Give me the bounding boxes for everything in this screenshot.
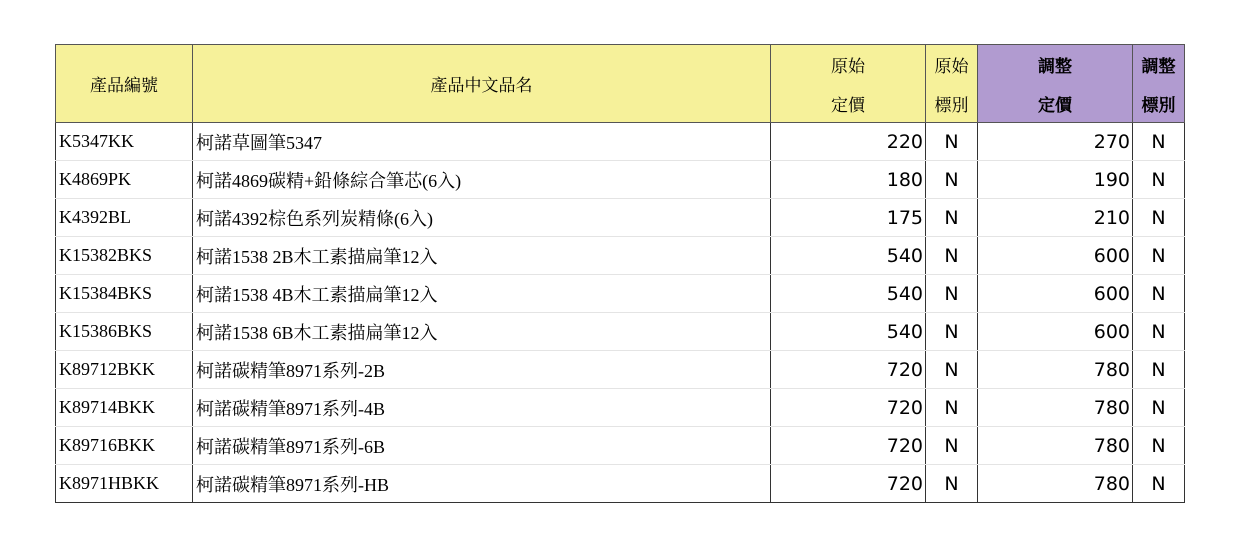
header-name: 產品中文品名	[193, 45, 771, 123]
cell-product-name: 柯諾碳精筆8971系列-4B	[193, 389, 771, 427]
table-row	[56, 161, 1185, 199]
cell-product-name: 柯諾草圖筆5347	[193, 123, 771, 161]
header-orig-price-bottom: 定價	[771, 84, 926, 123]
cell-adjusted-price: 270	[978, 123, 1133, 161]
cell-adjusted-price: 190	[978, 161, 1133, 199]
cell-adjusted-price: 210	[978, 199, 1133, 237]
cell-product-code: K15382BKS	[56, 237, 193, 275]
table-row	[56, 123, 1185, 161]
cell-original-flag: N	[926, 199, 978, 237]
cell-adjusted-flag: N	[1133, 351, 1185, 389]
cell-original-flag: N	[926, 389, 978, 427]
cell-product-code: K15384BKS	[56, 275, 193, 313]
cell-product-code: K89716BKK	[56, 427, 193, 465]
cell-product-name: 柯諾1538 2B木工素描扁筆12入	[193, 237, 771, 275]
cell-adjusted-flag: N	[1133, 123, 1185, 161]
cell-product-code: K4392BL	[56, 199, 193, 237]
table-row	[56, 351, 1185, 389]
cell-product-name: 柯諾1538 6B木工素描扁筆12入	[193, 313, 771, 351]
header-code: 產品編號	[56, 45, 193, 123]
cell-original-price: 720	[771, 465, 926, 503]
cell-original-flag: N	[926, 313, 978, 351]
cell-original-price: 180	[771, 161, 926, 199]
table-row	[56, 313, 1185, 351]
cell-adjusted-price: 780	[978, 351, 1133, 389]
cell-adjusted-flag: N	[1133, 161, 1185, 199]
cell-original-price: 540	[771, 313, 926, 351]
cell-original-flag: N	[926, 275, 978, 313]
cell-original-price: 220	[771, 123, 926, 161]
cell-product-name: 柯諾4392棕色系列炭精條(6入)	[193, 199, 771, 237]
table-row	[56, 237, 1185, 275]
header-orig-flag-top: 原始	[926, 45, 978, 85]
cell-original-price: 720	[771, 427, 926, 465]
header-adj-price-top: 調整	[978, 45, 1133, 85]
cell-adjusted-flag: N	[1133, 237, 1185, 275]
cell-adjusted-flag: N	[1133, 199, 1185, 237]
cell-original-flag: N	[926, 427, 978, 465]
cell-adjusted-price: 600	[978, 237, 1133, 275]
cell-original-price: 175	[771, 199, 926, 237]
cell-product-code: K89714BKK	[56, 389, 193, 427]
table-row	[56, 199, 1185, 237]
cell-adjusted-price: 600	[978, 275, 1133, 313]
price-table	[55, 44, 1185, 503]
cell-original-price: 720	[771, 351, 926, 389]
cell-adjusted-price: 600	[978, 313, 1133, 351]
cell-original-flag: N	[926, 123, 978, 161]
header-orig-flag-bottom: 標別	[926, 84, 978, 123]
table-header	[56, 45, 1185, 123]
cell-product-code: K15386BKS	[56, 313, 193, 351]
cell-product-code: K5347KK	[56, 123, 193, 161]
cell-original-flag: N	[926, 465, 978, 503]
cell-product-name: 柯諾1538 4B木工素描扁筆12入	[193, 275, 771, 313]
cell-original-flag: N	[926, 351, 978, 389]
cell-product-code: K89712BKK	[56, 351, 193, 389]
cell-adjusted-flag: N	[1133, 465, 1185, 503]
cell-original-price: 720	[771, 389, 926, 427]
cell-product-code: K8971HBKK	[56, 465, 193, 503]
cell-product-name: 柯諾碳精筆8971系列-2B	[193, 351, 771, 389]
header-adj-price-bottom: 定價	[978, 84, 1133, 123]
table-body	[56, 123, 1185, 503]
cell-adjusted-flag: N	[1133, 427, 1185, 465]
table-row	[56, 465, 1185, 503]
cell-original-flag: N	[926, 161, 978, 199]
cell-product-name: 柯諾碳精筆8971系列-6B	[193, 427, 771, 465]
cell-adjusted-price: 780	[978, 465, 1133, 503]
header-orig-price-top: 原始	[771, 45, 926, 85]
cell-product-name: 柯諾4869碳精+鉛條綜合筆芯(6入)	[193, 161, 771, 199]
cell-product-code: K4869PK	[56, 161, 193, 199]
cell-product-name: 柯諾碳精筆8971系列-HB	[193, 465, 771, 503]
header-adj-flag-top: 調整	[1133, 45, 1185, 85]
cell-adjusted-flag: N	[1133, 389, 1185, 427]
table-row	[56, 389, 1185, 427]
cell-original-flag: N	[926, 237, 978, 275]
table-row	[56, 427, 1185, 465]
cell-adjusted-flag: N	[1133, 313, 1185, 351]
table-row	[56, 275, 1185, 313]
header-row-top	[56, 45, 1185, 85]
cell-adjusted-flag: N	[1133, 275, 1185, 313]
cell-original-price: 540	[771, 275, 926, 313]
header-adj-flag-bottom: 標別	[1133, 84, 1185, 123]
cell-original-price: 540	[771, 237, 926, 275]
cell-adjusted-price: 780	[978, 389, 1133, 427]
cell-adjusted-price: 780	[978, 427, 1133, 465]
